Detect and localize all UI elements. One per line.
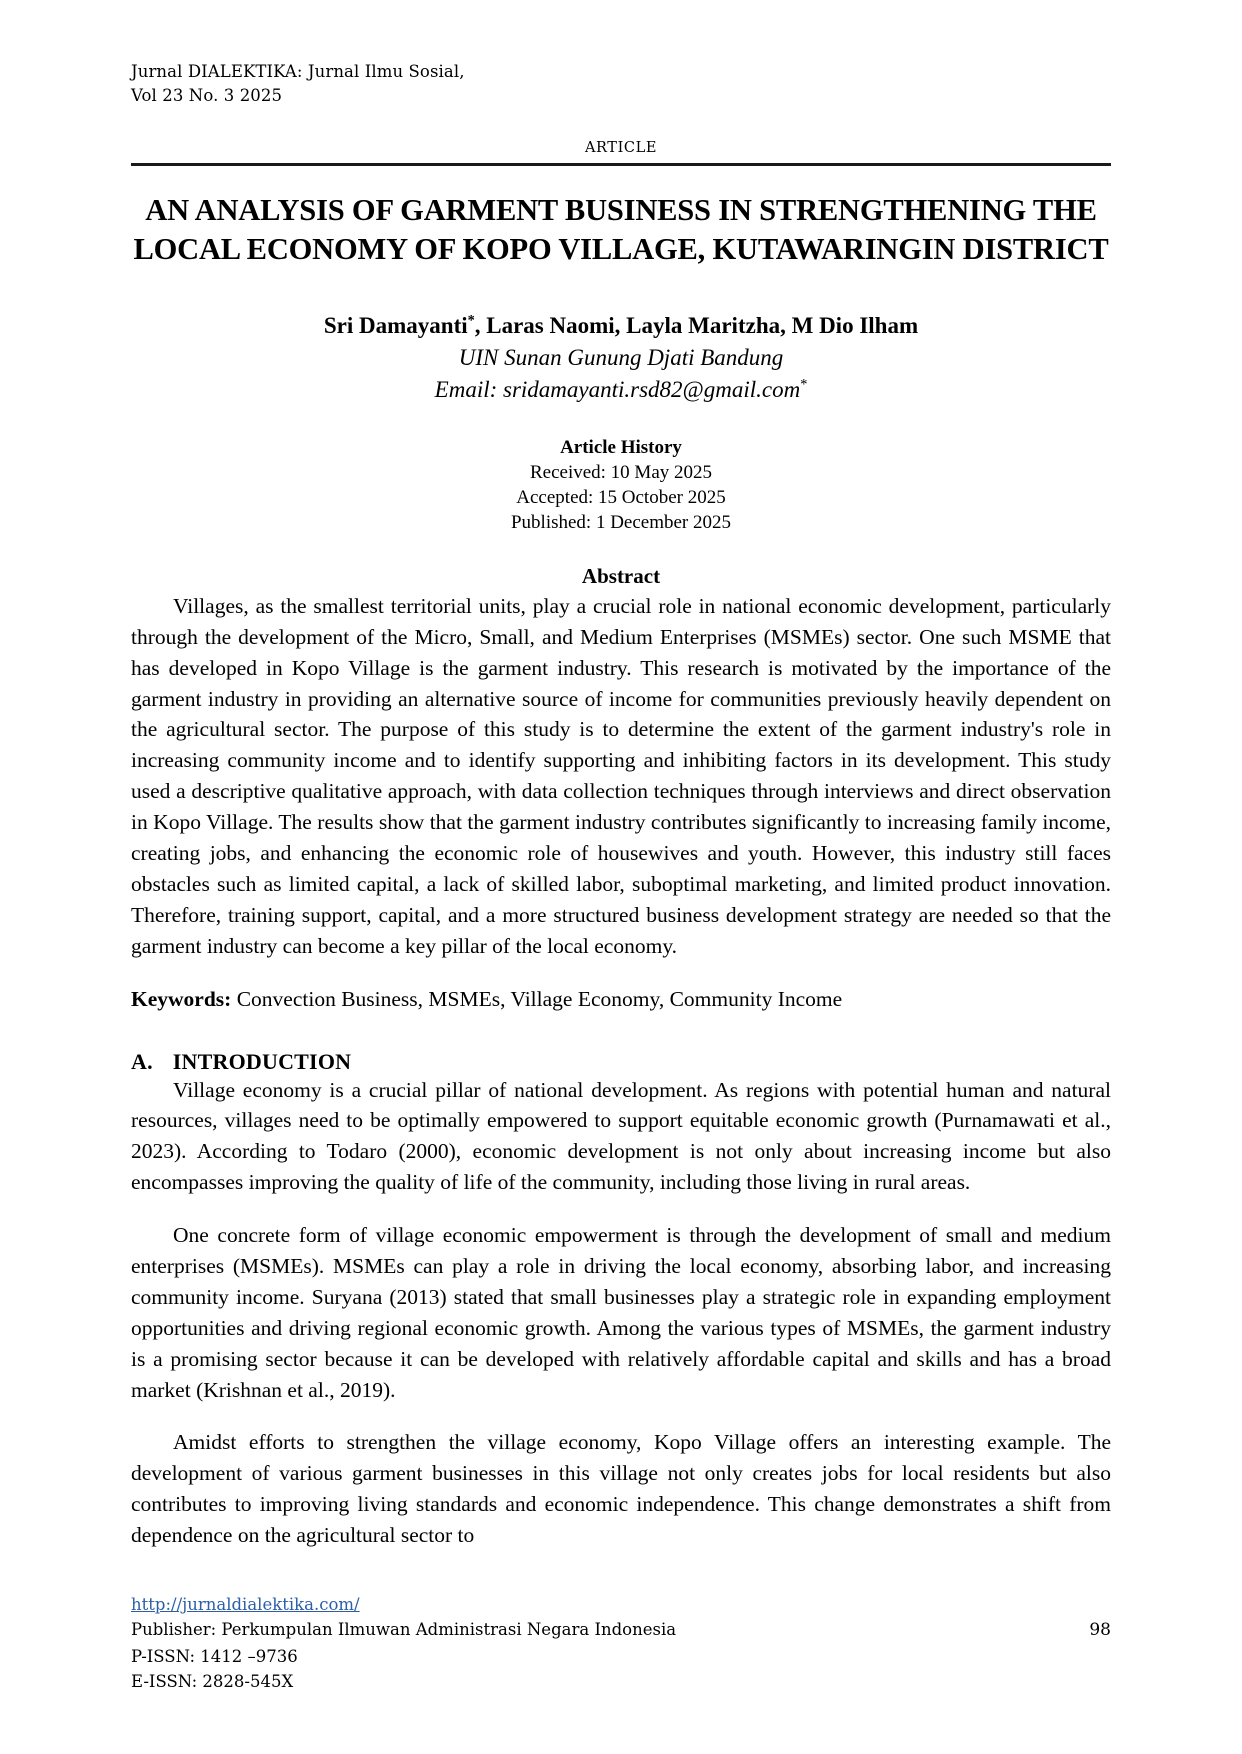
running-head-volume: Vol 23 No. 3 2025 <box>131 85 283 105</box>
footer-print-issn: P-ISSN: 1412 –9736 <box>131 1646 298 1666</box>
page-title: AN ANALYSIS OF GARMENT BUSINESS IN STRENGTHENING THE LOCAL ECONOMY OF KOPO VILLAGE, KUTAWARINGIN DISTRICT <box>133 192 1109 266</box>
author-rest: , Laras Naomi, Layla Maritzha, M Dio Ilham <box>474 312 919 338</box>
journal-url-link[interactable]: http://jurnaldialektika.com/ <box>131 1595 360 1614</box>
abstract-heading: Abstract <box>581 563 661 588</box>
author-affiliation: UIN Sunan Gunung Djati Bandung <box>458 344 784 370</box>
keywords-line <box>131 984 1111 1015</box>
email-text: Email: sridamayanti.rsd82@gmail.com <box>434 376 801 402</box>
author-email <box>131 375 1111 405</box>
section-letter: A. <box>131 1048 153 1074</box>
article-history <box>131 435 1111 536</box>
article-history-published: Published: 1 December 2025 <box>510 512 732 534</box>
page-footer <box>131 1592 1111 1694</box>
article-history-accepted: Accepted: 15 October 2025 <box>516 487 726 509</box>
running-head <box>131 0 1111 108</box>
intro-paragraph-2: One concrete form of village economic empowerment is through the development of small and medium enterprises (MSMEs). MSMEs can play a role in driving the local economy, absorbing labor, and increasing community income. Suryana (2013) stated that small businesses play a strategic role in expanding employment opportunities and driving regional economic growth. Among the various types of MSMEs, the garment industry is a promising sector because it can be developed with relatively affordable capital and skills and has a broad market (Krishnan et al., 2019). <box>131 1222 1111 1402</box>
footer-publisher-row <box>131 1617 1111 1644</box>
email-corresponding-marker: * <box>800 376 808 393</box>
page-content <box>131 0 1111 1572</box>
intro-paragraph-1: Village economy is a crucial pillar of national development. As regions with potential human and natural resources, villages need to be optimally empowered to support equitable economic growth (Purnamawati et al., 2023). According to Todaro (2000), economic development is not only about increasing income but also encompasses improving the quality of life of the community, including those living in rural areas. <box>131 1077 1111 1195</box>
page-number: 98 <box>1089 1620 1111 1641</box>
keywords-value: Convection Business, MSMEs, Village Economy, Community Income <box>231 986 843 1011</box>
article-type-label: ARTICLE <box>584 139 658 156</box>
article-history-heading: Article History <box>560 436 682 458</box>
footer-electronic-issn: E-ISSN: 2828-545X <box>131 1671 294 1691</box>
running-head-journal: Jurnal DIALEKTIKA: Jurnal Ilmu Sosial, <box>131 62 465 81</box>
footer-publisher: Publisher: Perkumpulan Ilmuwan Administrasi Negara Indonesia <box>131 1620 677 1640</box>
section-heading-introduction <box>131 1049 1111 1075</box>
article-history-received: Received: 10 May 2025 <box>529 461 713 483</box>
corresponding-author-marker: * <box>467 312 475 329</box>
header-divider <box>131 163 1111 166</box>
abstract-body: Villages, as the smallest territorial units, play a crucial role in national economic development, particularly through the development of the Micro, Small, and Medium Enterprises (MSMEs) sector. One such MSME that has developed in Kopo Village is the garment industry. This research is motivated by the importance of the garment industry in providing an alternative source of income for communities previously heavily dependent on the agricultural sector. The purpose of this study is to determine the extent of the garment industry's role in increasing community income and to identify supporting and inhibiting factors in its development. This study used a descriptive qualitative approach, with data collection techniques through interviews and direct observation in Kopo Village. The results show that the garment industry contributes significantly to increasing family income, creating jobs, and enhancing the economic role of housewives and youth. However, this industry still faces obstacles such as limited capital, a lack of skilled labor, suboptimal marketing, and limited product innovation. Therefore, training support, capital, and a more structured business development strategy are needed so that the garment industry can become a key pillar of the local economy. <box>131 593 1111 959</box>
intro-paragraph-3: Amidst efforts to strengthen the village economy, Kopo Village offers an interesting example. The development of various garment businesses in this village not only creates jobs for local residents but also contributes to improving living standards and economic independence. This change demonstrates a shift from dependence on the agricultural sector to <box>131 1430 1111 1547</box>
section-title: INTRODUCTION <box>172 1048 352 1074</box>
author-first: Sri Damayanti <box>323 312 468 338</box>
author-list <box>131 311 1111 341</box>
keywords-label: Keywords: <box>131 986 232 1011</box>
